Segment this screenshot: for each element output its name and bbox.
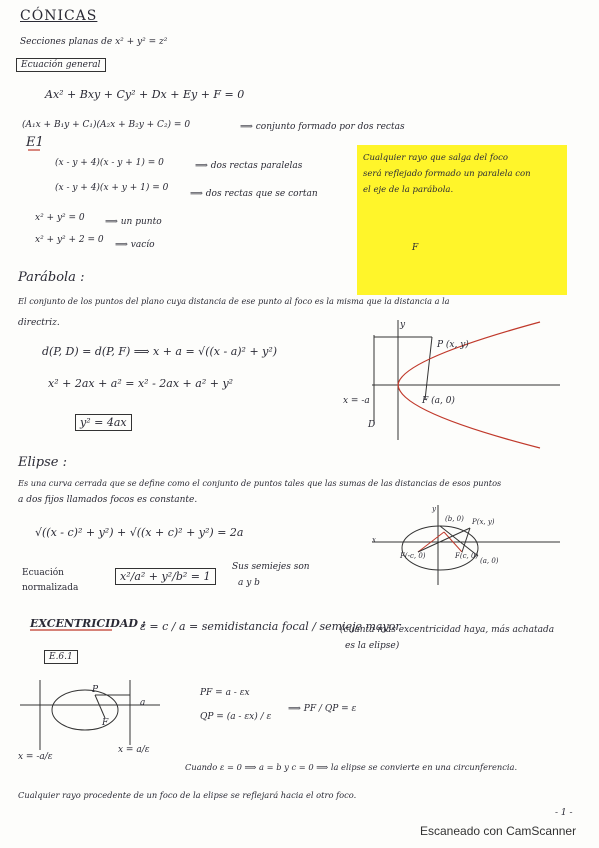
excentricidad-lbl-x1: x = -a/ε — [18, 752, 53, 762]
elipse-norm-eq: x²/a² + y²/b² = 1 — [115, 568, 216, 585]
elipse-lbl-f2: F(c, 0) — [455, 552, 479, 560]
parabola-label-y: y — [400, 320, 406, 330]
excentricidad-ex-label: E.6.1 — [44, 650, 78, 664]
example1-r3: x² + y² = 0 — [35, 213, 85, 223]
example1-r4-note: ⟹ vacío — [115, 240, 155, 250]
parabola-label-f: F (a, 0) — [422, 396, 455, 406]
excentricidad-cuando: Cuando ε = 0 ⟹ a = b y c = 0 ⟹ la elipse se convierte en una circunferencia. — [185, 762, 518, 772]
general-eq2-note: ⟹ conjunto formado por dos rectas — [240, 122, 405, 132]
yellow-note — [357, 145, 567, 295]
example1-r2-note: ⟹ dos rectas que se cortan — [190, 189, 318, 199]
excentricidad-ratio: ⟹ PF / QP = ε — [288, 704, 357, 714]
parabola-label-d: D — [368, 420, 376, 430]
excentricidad-lbl-p: P — [92, 685, 99, 695]
elipse-norm-label2: normalizada — [22, 583, 79, 593]
example1-r3-note: ⟹ un punto — [105, 217, 162, 227]
excentricidad-lbl-f: F — [102, 718, 109, 728]
example1-r1-note: ⟹ dos rectas paralelas — [195, 161, 303, 171]
parabola-title: Parábola : — [18, 270, 85, 285]
parabola-label-p: P (x, y) — [437, 340, 469, 350]
page-title: CÓNICAS — [20, 8, 98, 24]
note-line1: Cualquier rayo que salga del foco — [363, 153, 508, 163]
elipse-eq1: √((x - c)² + y²) + √((x + c)² + y²) = 2a — [35, 526, 244, 539]
parabola-eq2: x² + 2ax + a² = x² - 2ax + a² + y² — [48, 377, 234, 390]
note-line3: el eje de la parábola. — [363, 185, 454, 195]
parabola-label-dir: x = -a — [343, 396, 370, 406]
general-eq2: (A₁x + B₁y + C₁)(A₂x + B₂y + C₂) = 0 — [22, 120, 191, 130]
ellipse-graph — [372, 505, 560, 585]
excentricidad-note2: es la elipse) — [345, 641, 400, 651]
elipse-def1: Es una curva cerrada que se define como el conjunto de puntos tales que las sumas de las distancias de esos puntos — [18, 478, 502, 488]
excentricidad-lbl-x2: x = a/ε — [118, 745, 150, 755]
elipse-def2: a dos fijos llamados focos es constante. — [18, 495, 198, 505]
parabola-def1: El conjunto de los puntos del plano cuya distancia de ese punto al foco es la misma que la distancia a la — [18, 296, 450, 306]
elipse-title: Elipse : — [18, 455, 68, 470]
elipse-lbl-x: x — [372, 536, 376, 544]
parabola-eq3: y² = 4ax — [75, 414, 132, 431]
example1-r2: (x - y + 4)(x + y + 1) = 0 — [55, 183, 169, 193]
parabola-def2: directriz. — [18, 318, 60, 328]
note-line2: será reflejado formado un paralela con — [363, 169, 531, 179]
elipse-lbl-a: (a, 0) — [480, 557, 499, 565]
elipse-lbl-y: y — [432, 505, 436, 513]
elipse-semi2: a y b — [238, 578, 260, 588]
example1-r1: (x - y + 4)(x - y + 1) = 0 — [55, 158, 164, 168]
excentricidad-pf: PF = a - εx — [200, 688, 250, 698]
parabola-eq1: d(P, D) = d(P, F) ⟹ x + a = √((x - a)² + y²) — [42, 345, 278, 358]
section-label: Ecuación general — [16, 58, 106, 72]
excentricidad-note1: (cuanta más excentricidad haya, más achatada — [340, 625, 555, 635]
elipse-lbl-p: P(x, y) — [472, 518, 495, 526]
excentricidad-formula: ε = c / a = semidistancia focal / semieje mayor — [140, 620, 401, 633]
camscanner-watermark: Escaneado con CamScanner — [420, 824, 577, 838]
elipse-norm-label1: Ecuación — [22, 568, 64, 578]
example1-label: E1 — [26, 135, 44, 150]
elipse-lbl-f1: F(-c, 0) — [400, 552, 426, 560]
excentricidad-rayo: Cualquier rayo procedente de un foco de la elipse se reflejará hacia el otro foco. — [18, 790, 357, 800]
general-eq1: Ax² + Bxy + Cy² + Dx + Ey + F = 0 — [45, 88, 245, 101]
page-number: - 1 - — [555, 808, 573, 818]
excentricity-graph — [20, 680, 160, 750]
excentricidad-title: EXCENTRICIDAD : — [30, 617, 146, 630]
note-focus-label: F — [412, 243, 419, 253]
excentricidad-qp: QP = (a - εx) / ε — [200, 712, 272, 722]
subtitle: Secciones planas de x² + y² = z² — [20, 37, 168, 47]
example1-r4: x² + y² + 2 = 0 — [35, 235, 104, 245]
excentricidad-lbl-a: a — [140, 698, 146, 708]
elipse-lbl-b: (b, 0) — [445, 515, 464, 523]
elipse-semi1: Sus semiejes son — [232, 562, 310, 572]
